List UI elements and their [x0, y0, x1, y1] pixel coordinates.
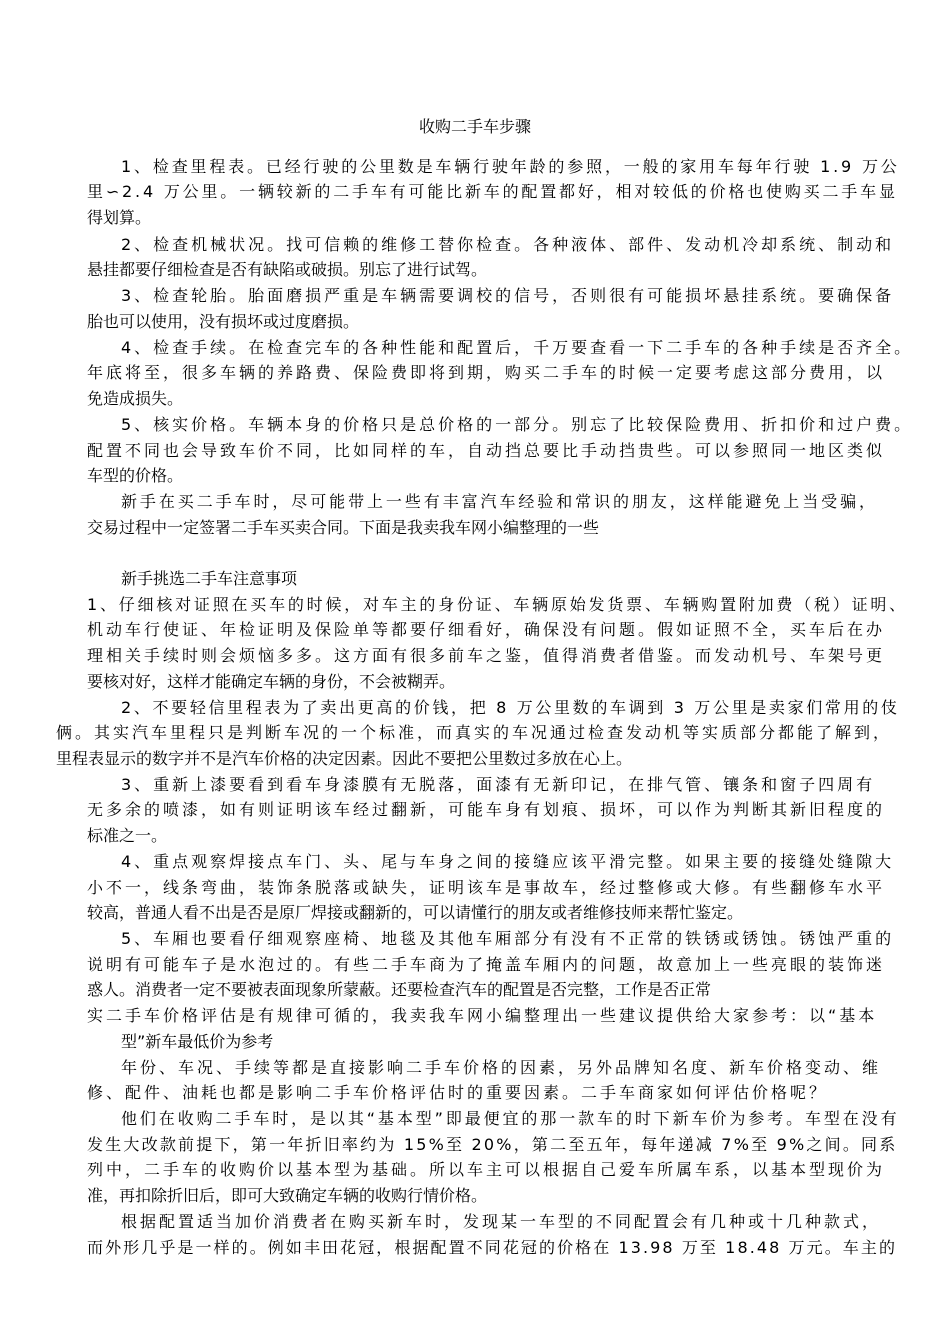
text-line: 机动车行使证、年检证明及保险单等都要仔细看好，确保没有问题。假如证照不全，买车后在办: [87, 620, 886, 639]
text-line: 小不一，线条弯曲，装饰条脱落或缺失，证明该车是事故车，经过整修或大修。有些翻修车水平: [87, 878, 886, 897]
text-line: 实二手车价格评估是有规律可循的，我卖我车网小编整理出一些建议提供给大家参考：以“基本: [87, 1006, 878, 1025]
text-line: 无多余的喷漆，如有则证明该车经过翻新，可能车身有划痕、损坏，可以作为判断其新旧程度的: [87, 800, 886, 819]
text-line: 免造成损失。: [87, 389, 184, 408]
text-line: 新手挑选二手车注意事项: [121, 569, 298, 588]
text-line: 1、仔细核对证照在买车的时候，对车主的身份证、车辆原始发货票、车辆购置附加费（税）证明、: [87, 595, 908, 614]
text-line: 他们在收购二手车时，是以其“基本型”即最便宜的那一款车的时下新车价为参考。车型在没有: [121, 1109, 900, 1128]
text-line: 里程表显示的数字并不是汽车价格的决定因素。因此不要把公里数过多放在心上。: [56, 749, 633, 768]
text-line: 得划算。: [87, 208, 152, 227]
text-line: 修、配件、油耗也都是影响二手车价格评估时的重要因素。二手车商家如何评估价格呢？: [87, 1083, 829, 1102]
text-line: 年底将至，很多车辆的养路费、保险费即将到期，购买二手车的时候一定要考虑这部分费用，以: [87, 363, 886, 382]
text-line: 车型的价格。: [87, 466, 184, 485]
text-line: 配置不同也会导致车价不同，比如同样的车，自动挡总要比手动挡贵些。可以参照同一地区类似: [87, 441, 886, 460]
text-line: 3、重新上漆要看到看车身漆膜有无脱落，面漆有无新印记，在排气管、镶条和窗子四周有: [121, 775, 876, 794]
text-line: 型”新车最低价为参考: [121, 1032, 274, 1051]
text-line: 准，再扣除折旧后，即可大致确定车辆的收购行情价格。: [87, 1186, 488, 1205]
document-title: 收购二手车步骤: [418, 117, 531, 136]
text-line: 要核对好，这样才能确定车辆的身份，不会被糊弄。: [87, 672, 456, 691]
text-line: 4、重点观察焊接点车门、头、尾与车身之间的接缝应该平滑完整。如果主要的接缝处缝隙大: [121, 852, 895, 871]
text-line: 理相关手续时则会烦恼多多。这方面有很多前车之鉴，值得消费者借鉴。而发动机号、车架号更: [87, 646, 886, 665]
text-line: 俩。其实汽车里程只是判断车况的一个标准，而真实的车况通过检查发动机等实质部分都能了解到，: [56, 723, 893, 742]
text-line: 2、检查机械状况。找可信赖的维修工替你检查。各种液体、部件、发动机冷却系统、制动和: [121, 235, 895, 254]
text-line: 而外形几乎是一样的。例如丰田花冠，根据配置不同花冠的价格在 13.98 万至 18.48 万元。车主的: [87, 1238, 898, 1257]
text-line: 2、不要轻信里程表为了卖出更高的价钱，把 8 万公里数的车调到 3 万公里是卖家们常用的伎: [121, 698, 900, 717]
text-line: 年份、车况、手续等都是直接影响二手车价格的因素，另外品牌知名度、新车价格变动、维: [121, 1058, 882, 1077]
text-line: 根据配置适当加价消费者在购买新车时，发现某一车型的不同配置会有几种或十几种款式，: [121, 1212, 882, 1231]
text-line: 发生大改款前提下，第一年折旧率约为 15%至 20%，第二至五年，每年递减 7%至 9%之间。同系: [87, 1135, 898, 1154]
text-line: 胎也可以使用，没有损坏或过度磨损。: [87, 312, 360, 331]
text-line: 4、检查手续。在检查完车的各种性能和配置后，千万要查看一下二手车的各种手续是否齐全。: [121, 338, 914, 357]
text-line: 交易过程中一定签署二手车买卖合同。下面是我卖我车网小编整理的一些: [87, 518, 600, 537]
text-line: 里∽2.4 万公里。一辆较新的二手车有可能比新车的配置都好，相对较低的价格也使购买二手车显: [87, 182, 898, 201]
text-line: 5、核实价格。车辆本身的价格只是总价格的一部分。别忘了比较保险费用、折扣价和过户费。: [121, 415, 914, 434]
text-line: 惑人。消费者一定不要被表面现象所蒙蔽。还要检查汽车的配置是否完整，工作是否正常: [87, 980, 712, 999]
text-line: 1、检查里程表。已经行驶的公里数是车辆行驶年龄的参照，一般的家用车每年行驶 1.9 万公: [121, 157, 900, 176]
text-line: 列中，二手车的收购价以基本型为基础。所以车主可以根据自己爱车所属车系，以基本型现价为: [87, 1160, 886, 1179]
text-line: 悬挂都要仔细检查是否有缺陷或破损。别忘了进行试驾。: [87, 260, 488, 279]
text-line: 标准之一。: [87, 826, 168, 845]
text-line: 3、检查轮胎。胎面磨损严重是车辆需要调校的信号，否则很有可能损坏悬挂系统。要确保备: [121, 286, 895, 305]
text-line: 说明有可能车子是水泡过的。有些二手车商为了掩盖车厢内的问题，故意加上一些亮眼的装饰迷: [87, 955, 886, 974]
text-line: 5、车厢也要看仔细观察座椅、地毯及其他车厢部分有没有不正常的铁锈或锈蚀。锈蚀严重的: [121, 929, 895, 948]
text-line: 较高，普通人看不出是否是原厂焊接或翻新的，可以请懂行的朋友或者维修技师来帮忙鉴定。: [87, 903, 744, 922]
text-line: 新手在买二手车时，尽可能带上一些有丰富汽车经验和常识的朋友，这样能避免上当受骗，: [121, 492, 878, 511]
